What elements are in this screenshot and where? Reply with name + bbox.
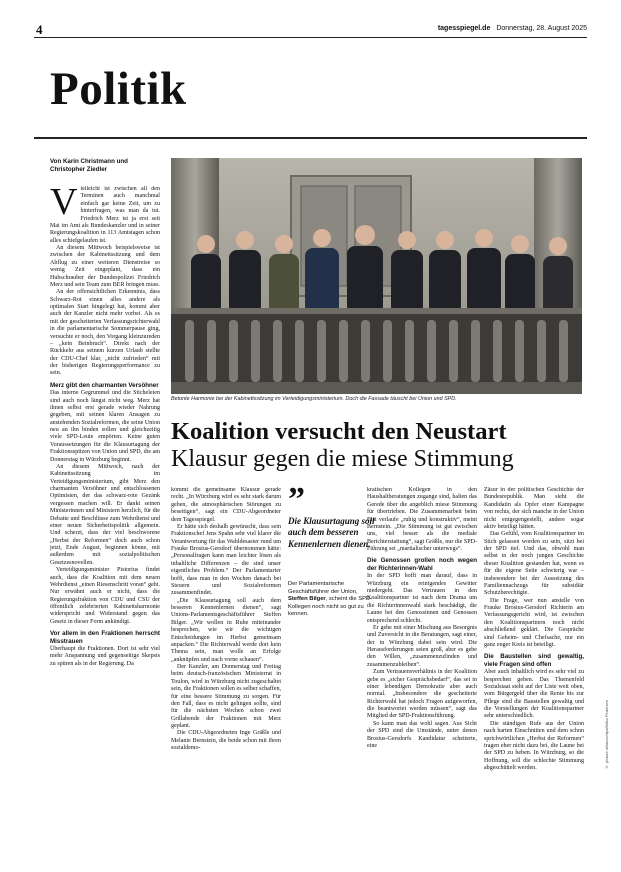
cabinet-photo [171, 158, 582, 394]
photo-caption: Betonte Harmonie bei der Kabinettssitzung im Verteidigungsministerium. Doch die Fassade täuscht bei Union und SPD. [171, 396, 457, 402]
paragraph: Aber auch inhaltlich wird es sehr viel zu besprechen geben. Das Themenfeld Sozialstaat steht auf der Liste weit oben, vom Bürgergeld über die Rente bis zur Pflege sind die Baustellen gewaltig und die Vorstellungen der Koalitionspartner sehr unterschiedlich. [484, 669, 584, 720]
subheading: Vor allem in den Fraktionen herrscht Misstrauen [50, 630, 160, 645]
paragraph: An diesem Mittwoch beispielsweise ist zwischen der Kabinettssitzung und dem Abflug zu einer weiteren Dienstreise so wenig Zeit eingeplant, dass ein Hubschrauber der Bundespolizei Friedrich Merz und sein Team zum BER bringen muss. [50, 245, 160, 288]
paragraph: Die Frage, wer nun anstelle von Frauke Brosius-Gersdorf Richterin am Verfassungsgericht wird, ist zwischen den Koalitionspartnern noch nicht abschließend geklärt. Die Gespräche sind Geheim- und Chefsache, nur ein ganz enger Kreis ist beteiligt. [484, 597, 584, 648]
section-rule [34, 137, 587, 139]
byline [50, 158, 160, 175]
header-rule [34, 37, 587, 38]
paragraph: Der Kanzler, am Donnerstag und Freitag beim deutsch-französischen Ministerrat in Toulon, wird in Würzburg nicht zugeschaltet sein, die Fraktionen sollen es selber schaffen, für eine bessere Stimmung zu sorgen. Für den Fall, dass es nicht gelingen sollte, sind für die nächsten Wochen schon zwei Grillabende der Fraktionen mit Merz geplant. [171, 664, 281, 729]
paragraph: An diesem Mittwoch, nach der Kabinettssitzung im Verteidigungsministerium, gibt Merz den charmanten Versöhner und entschlossenen Optimisten, der das schwarz-rote Gezänk vergessen machen will. Er dankt seinen Ministerinnen und Ministern herzlich, für die Debatte und Beschlüsse zum Wehrdienst und einer neuen Sicherheitspolitik allgemein. Und scherzt, dass der viel beschworene „Herbst der Reformen“ doch auch schon jetzt, Ende August, beginnen könne, mit außerdem mit sozialpolitischen Gesetzesnovellen. [50, 463, 160, 566]
paragraph: Vielleicht ist zwischen all den Terminen auch manchmal einfach gar keine Zeit, um zu hinterfragen, was man da tut. Friedrich Merz ist ja erst seit Mai im Amt als Bundeskanzler und in seiner Regierungskoalition in 113 Amtstagen schon alles schiefgelaufen ist. [50, 186, 160, 244]
masthead [438, 25, 587, 32]
paragraph: kommt die gemeinsame Klausur gerade recht. „In Würzburg wird es sehr stark darum gehen, die atmosphärischen Störungen zu beseitigen“, sagt ein CDU-Abgeordneter dem Tagesspiegel. [171, 487, 281, 523]
headline: Koalition versucht den Neustart [171, 418, 507, 445]
paragraph: Er hätte sich deshalb gewünscht, dass sein Fraktionschef Jens Spahn sehr viel klarer die Verantwortung für das Wahldesaster rund um Frauke Brosius-Gersdorf übernommen hätte: „Personalfragen kann man leichter lösen als inhaltliche Differenzen – die sind unser eigentliches Problem.“ Der Parlamentarier hofft, dass man in den Wochen danach bei Steuern und Sozialreformen zusammenfindet. [171, 523, 281, 597]
section-title: Politik [50, 63, 187, 115]
paragraph: Zäsur in der politischen Geschichte der Bundesrepublik. Man sieht die Kandidatin als Opfer einer Kampagne von rechts, der sich manche in der Union nicht entgegengestellt, andere sogar aktiv beteiligt hätten. [484, 487, 584, 530]
article-column-2 [171, 487, 281, 847]
subheading: Die Baustellen sind gewaltig, viele Fragen sind offen [484, 653, 584, 668]
paragraph: „Die Klausurtagung soll auch dem besseren Kennenlernen dienen“, sagt Unions-Parlamentsgeschäftsführer Steffen Bilger. „Wir wollen in Ruhe miteinander besprechen, wie wir die wichtigen Entscheidungen im Herbst gemeinsam anpacken.“ Die Richterwahl werde dort kein Thema sein, man wolle an Erfolge „anknüpfen und nach vorne schauen“. [171, 597, 281, 663]
article-column-3 [367, 487, 477, 847]
byline-line-1: Von Karin Christmann und [50, 158, 128, 165]
paragraph: Die CDU-Abgeordneten Inge Gräßle und Melanie Bernstein, die beide schon mit ihren sozialdemo- [171, 730, 281, 752]
article-column-1 [50, 186, 160, 846]
pull-quote-source: Der Parlamentarische Geschäftsführer der Union, Steffen Bilger, scheint die SPD-Kollegen noch nicht so gut zu kennen. [288, 581, 373, 618]
subheading: Merz gibt den charmanten Versöhner [50, 381, 159, 389]
paragraph: Zum Vertrauensverhältnis in der Koalition gebe es „sicher Gesprächsbedarf“, das sei in einer lebendigen Demokratie aber auch normal. „Insbesondere die gescheiterte Richterwahl hat jedoch Fragen aufgeworfen, die beantwortet werden müssen“, sagt das Mitglied der SPD-Fraktionsführung. [367, 669, 477, 720]
paragraph: Überhaupt die Fraktionen. Dort ist sehr viel mehr Anspannung und gegenseitige Skepsis zu spüren als in der Regierung. Da [50, 646, 160, 667]
paragraph: Verteidigungsminister Pistorius findet auch, dass die Koalition mit dem neuen Wehrdienst „einen Riesenschritt voran“ geht. Nur erwähnt auch er nicht, dass die Regierungsfraktion von CDU und CSU der öffentlich zelebrierten Kabinettsharmonie widerspricht und Widerstand gegen das Gesetz in dieser Form ankündigt. [50, 567, 160, 625]
paragraph: Das Gefühl, vom Koalitionspartner im Stich gelassen worden zu sein, sitzt bei der SPD tief. Und das, obwohl man selbst in der noch jungen Geschichte dieser Koalition gestanden hat, wenn es für die eigene Seite schwierig war – insbesondere bei der Aussetzung des Familiennachzugs für subsidiär Schutzberechtigte. [484, 531, 584, 597]
page-number: 4 [36, 22, 43, 37]
paragraph: So kann man das wohl sagen. Aus Sicht der SPD sind die Umstände, unter denen Brosius-Gersdorfs Kandidatur scheiterte, eine [367, 720, 477, 749]
masthead-date: Donnerstag, 28. August 2025 [496, 25, 587, 32]
paragraph: An der offensichtlichen Erkenntnis, dass Schwarz-Rot einen alles andere als optimalen Start hingelegt hat, kommt aber auch der Kanzler nicht mehr vorbei. Als es mit der gescheiterten Verfassungsrichterwahl in die parlamentarische Sommerpause ging, versuchte er noch, den Vorgang kleinzureden – „kein Beinbruch“. Direkt nach der Rückkehr aus seinem kurzen Urlaub stellte der CDU-Chef klar, „nicht zufrieden“ mit der bisherigen Regierungsperformance zu sein. [50, 289, 160, 377]
masthead-site: tagesspiegel.de [437, 25, 491, 32]
paragraph: Die ständigen Rufe aus der Union nach harten Einschnitten und dem schon sprichwörtlichen „Herbst der Reformen“ tragen eher nicht dazu bei, die Laune bei der SPD zu heben. In Würzburg, so die Hoffnung, soll die schlechte Stimmung abgeschüttelt werden. [484, 720, 584, 771]
pull-quote: Die Klausurtagung soll auch dem besseren Kennenlernen dienen. [288, 516, 375, 549]
paragraph: In der SPD hofft man darauf, dass in Würzburg ein reinigendes Gewitter niedergeht. Das Vertrauen in den Koalitionspartner ist nach dem Drama um die Richterinnenwahl stark beschädigt, die Laune bei den Genossinnen und Genossen entsprechend schlecht. [367, 573, 477, 624]
quote-mark-icon: ” [288, 481, 305, 518]
subheadline: Klausur gegen die miese Stimmung [171, 446, 514, 472]
cabinet-photo-image [171, 158, 582, 394]
paragraph: Er gehe mit einer Mischung aus Besorgnis und Zuversicht in die Beratungen, sagt einer, der in Würzburg dabei sein wird. Die Herausforderungen seien groß, aber es gebe den Willen, „zusammenzufinden und zusammenzubleiben“. [367, 624, 477, 668]
paragraph: Das interne Gegrummel und die Sticheleien sind auch noch längst nicht weg. Merz hat ihnen selbst erst gerade wieder Nahrung gegeben, mit seinen klaren Ansagen zu anstehenden Sozialreformen, die seine Union neu an ihn binden sollen und gleichzeitig viele SPD-Leute empörten. Keine guten Voraussetzungen für die Klausurtagung der Fraktionsspitzen von Union und SPD, die am Donnerstag in Würzburg beginnt. [50, 390, 160, 463]
article-column-4 [484, 487, 584, 847]
dropcap: V [50, 186, 78, 223]
byline-line-2: Christopher Ziedler [50, 166, 108, 174]
photo-credit: © picture alliance/dpa/Britta Pedersen [604, 700, 609, 770]
subheading: Die Genossen grollen noch wegen der Richterinnen-Wahl [367, 557, 477, 572]
paragraph: kratischen Kollegen in den Haushaltberatungen zugange sind, halten das Gerede über die angeblich miese Stimmung für übertrieben. Die Zusammenarbeit beim Etat verlaufe „ruhig und konstruktiv“, meint Bernstein. „Die Stimmung ist gut zwischen uns, viel besser als die mediale Berichterstattung“, sagt Gräßle, nur die SPD-Führung sei „martialischer unterwegs“. [367, 487, 477, 552]
